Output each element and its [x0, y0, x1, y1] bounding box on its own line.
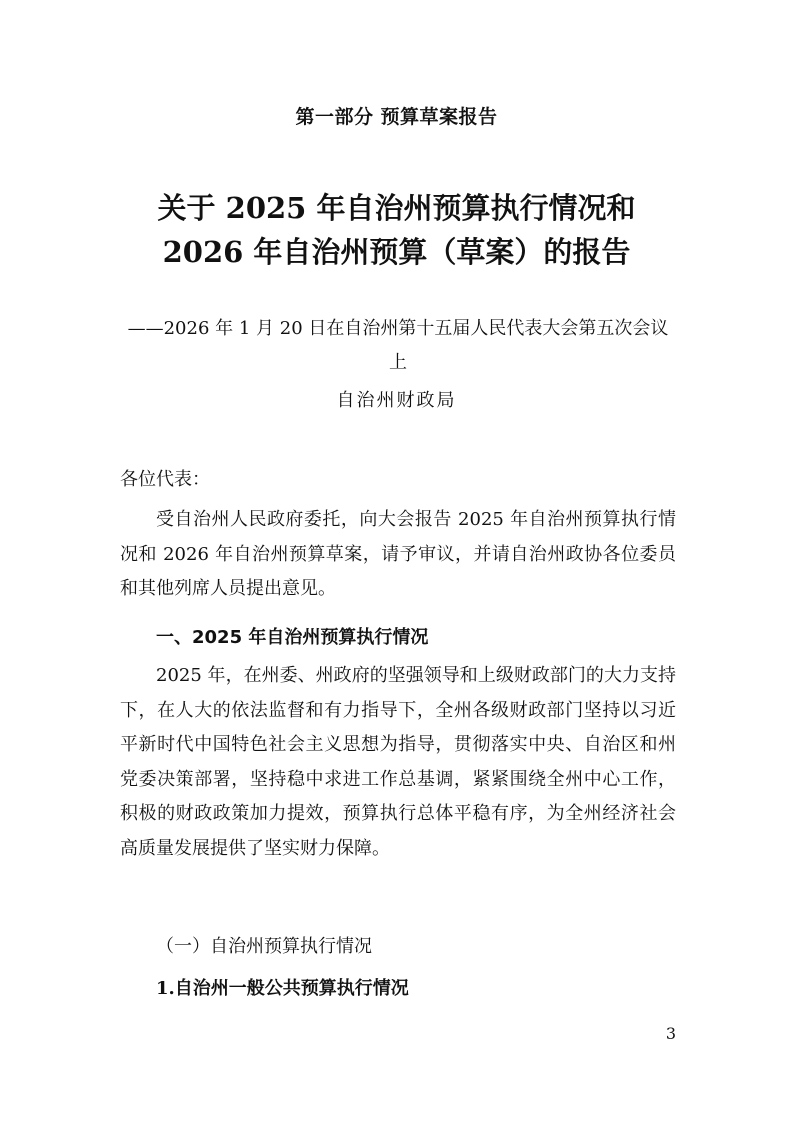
report-title — [0, 186, 793, 274]
opening-paragraph: 受自治州人民政府委托，向大会报告 2025 年自治州预算执行情况和 2026 年自治州预算草案，请予审议，并请自治州政协各位委员和其他列席人员提出意见。 — [120, 509, 676, 599]
sub-subsection-heading: 1.自治州一般公共预算执行情况 — [156, 978, 409, 999]
reporting-organization: 自治州财政局 — [336, 390, 457, 411]
report-title-line-1: 关于 2025 年自治州预算执行情况和 — [157, 191, 636, 225]
salutation: 各位代表： — [120, 469, 210, 490]
report-subtitle: ——2026 年 1 月 20 日在自治州第十五届人民代表大会第五次会议上 — [127, 318, 669, 373]
report-title-line-2: 2026 年自治州预算（草案）的报告 — [162, 235, 631, 269]
page-number: 3 — [665, 1024, 676, 1043]
subsection-heading: （一）自治州预算执行情况 — [156, 936, 372, 957]
part-title: 第一部分 预算草案报告 — [295, 106, 498, 128]
section-heading: 一、2025 年自治州预算执行情况 — [156, 627, 429, 648]
body-paragraph: 2025 年，在州委、州政府的坚强领导和上级财政部门的大力支持下，在人大的依法监督和有力指导下，全州各级财政部门坚持以习近平新时代中国特色社会主义思想为指导，贯彻落实中央、自治区和州党委决策部署，坚持稳中求进工作总基调，紧紧围绕全州中心工作，积极的财政政策加力提效，预算执行总体平稳有序，为全州经济社会高质量发展提供了坚实财力保障。 — [120, 665, 676, 859]
